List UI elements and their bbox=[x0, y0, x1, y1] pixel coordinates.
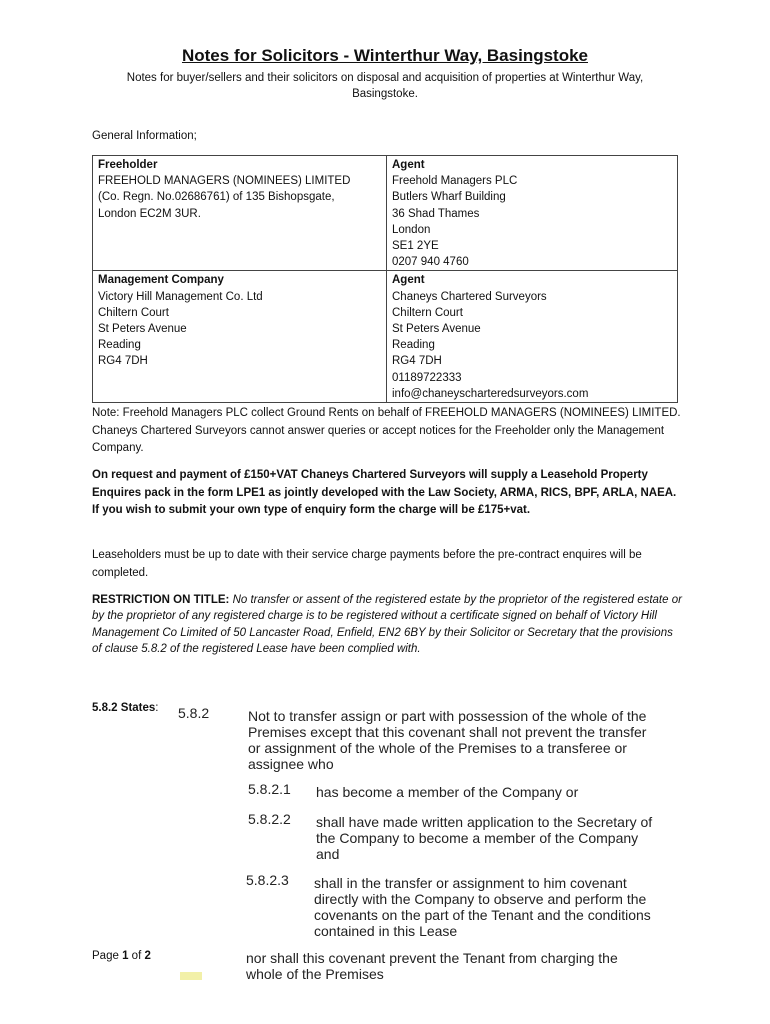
clause-number: 5.8.2 bbox=[178, 705, 210, 721]
subclause-1-text bbox=[316, 784, 666, 800]
subclause-3-line: covenants on the part of the Tenant and the conditions bbox=[314, 907, 651, 923]
page-total: 2 bbox=[144, 950, 151, 962]
agent1-line: Freehold Managers PLC bbox=[392, 175, 518, 188]
agent-heading-2: Agent bbox=[392, 274, 425, 287]
management-company-cell bbox=[93, 271, 387, 403]
restriction-paragraph bbox=[92, 592, 682, 658]
clause-tail bbox=[246, 950, 666, 982]
agent-cell-2 bbox=[387, 271, 678, 403]
freeholder-cell bbox=[93, 156, 387, 271]
agent1-line: Butlers Wharf Building bbox=[392, 191, 506, 204]
management-line: RG4 7DH bbox=[98, 355, 148, 368]
subclause-2-line: the Company to become a member of the Company bbox=[316, 830, 639, 846]
agent1-line: 36 Shad Thames bbox=[392, 207, 480, 220]
restriction-text: No transfer or assent of the registered estate by the proprietor of the registered estate or by the proprietor of any registered charge is to be registered without a certificate signed on behalf of Victory Hill Management Co Limited of 50 Lancaster Road, Enfield, EN2 6BY by their Solicitor or Secretary that the provisions of clause 5.8.2 of the registered Lease have been complied with. bbox=[92, 594, 682, 656]
agent1-line: SE1 2YE bbox=[392, 240, 439, 253]
freeholder-line: FREEHOLD MANAGERS (NOMINEES) LIMITED bbox=[98, 175, 351, 188]
agent2-line: St Peters Avenue bbox=[392, 323, 481, 336]
management-line: Victory Hill Management Co. Ltd bbox=[98, 290, 263, 303]
states-label-text: 5.8.2 States bbox=[92, 702, 156, 714]
clause-intro-line: Premises except that this covenant shall not prevent the transfer bbox=[248, 724, 647, 740]
management-line: Chiltern Court bbox=[98, 306, 169, 319]
clause-tail-line: whole of the Premises bbox=[246, 966, 384, 982]
freeholder-line: London EC2M 3UR. bbox=[98, 207, 201, 220]
agent2-line: Chiltern Court bbox=[392, 306, 463, 319]
agent2-phone: 01189722333 bbox=[392, 371, 462, 384]
contacts-table bbox=[92, 155, 678, 403]
clause-intro-line: Not to transfer assign or part with possession of the whole of the bbox=[248, 708, 647, 724]
management-line: Reading bbox=[98, 339, 141, 352]
subclause-3-line: shall in the transfer or assignment to him covenant bbox=[314, 875, 627, 891]
clause-states-label bbox=[92, 702, 159, 714]
note-paragraph: Note: Freehold Managers PLC collect Ground Rents on behalf of FREEHOLD MANAGERS (NOMINEES) LIMITED. Chaneys Chartered Surveyors cannot answer queries or accept notices for the Freeholder only the Management Company. bbox=[92, 407, 681, 454]
of-word: of bbox=[131, 950, 142, 962]
subclause-1-line: has become a member of the Company or bbox=[316, 784, 579, 800]
agent2-line: Chaneys Chartered Surveyors bbox=[392, 290, 547, 303]
leaseholders-paragraph: Leaseholders must be up to date with their service charge payments before the pre-contract enquires will be completed. bbox=[92, 549, 642, 579]
page-number: 1 bbox=[122, 950, 129, 962]
subclause-2-number: 5.8.2.2 bbox=[248, 811, 291, 827]
management-company-heading: Management Company bbox=[98, 274, 224, 287]
restriction-label: RESTRICTION ON TITLE: bbox=[92, 594, 230, 606]
subclause-2-line: shall have made written application to the Secretary of bbox=[316, 814, 653, 830]
highlight-mark bbox=[180, 972, 202, 980]
agent2-line: Reading bbox=[392, 339, 435, 352]
agent-cell-1 bbox=[387, 156, 678, 271]
agent2-line: RG4 7DH bbox=[392, 355, 442, 368]
clause-tail-line: nor shall this covenant prevent the Tenant from charging the bbox=[246, 950, 618, 966]
page-word: Page bbox=[92, 950, 119, 962]
subtitle: Notes for buyer/sellers and their solicitors on disposal and acquisition of properties at Winterthur Way, Basingstoke. bbox=[126, 72, 644, 100]
page-title: Notes for Solicitors - Winterthur Way, Basingstoke bbox=[181, 46, 588, 65]
agent1-phone: 0207 940 4760 bbox=[392, 256, 469, 269]
freeholder-line: (Co. Regn. No.02686761) of 135 Bishopsgate, bbox=[98, 191, 335, 204]
states-colon: : bbox=[155, 702, 159, 714]
request-paragraph: On request and payment of £150+VAT Chaneys Chartered Surveyors will supply a Leasehold Property Enquires pack in the form LPE1 as jointly developed with the Law Society, ARMA, RICS, BPF, ARLA, NAEA. If you wish to submit your own type of enquiry form the charge will be £175+vat. bbox=[92, 469, 677, 516]
agent-heading-1: Agent bbox=[392, 159, 425, 171]
page-footer bbox=[92, 950, 151, 962]
subclause-3-line: contained in this Lease bbox=[314, 923, 458, 939]
clause-intro-line: assignee who bbox=[248, 756, 334, 772]
clause-intro bbox=[248, 708, 668, 772]
subclause-3-number: 5.8.2.3 bbox=[246, 872, 289, 888]
management-line: St Peters Avenue bbox=[98, 323, 187, 336]
agent1-line: London bbox=[392, 223, 431, 236]
subclause-2-text bbox=[316, 814, 666, 862]
agent2-email: info@chaneyscharteredsurveyors.com bbox=[392, 387, 589, 400]
subclause-1-number: 5.8.2.1 bbox=[248, 781, 291, 797]
subclause-2-line: and bbox=[316, 846, 340, 862]
subclause-3-line: directly with the Company to observe and perform the bbox=[314, 891, 647, 907]
freeholder-heading: Freeholder bbox=[98, 159, 158, 171]
clause-intro-line: or assignment of the whole of the Premises to a transferee or bbox=[248, 740, 627, 756]
general-information-label: General Information; bbox=[92, 130, 197, 142]
subclause-3-text bbox=[314, 875, 666, 939]
